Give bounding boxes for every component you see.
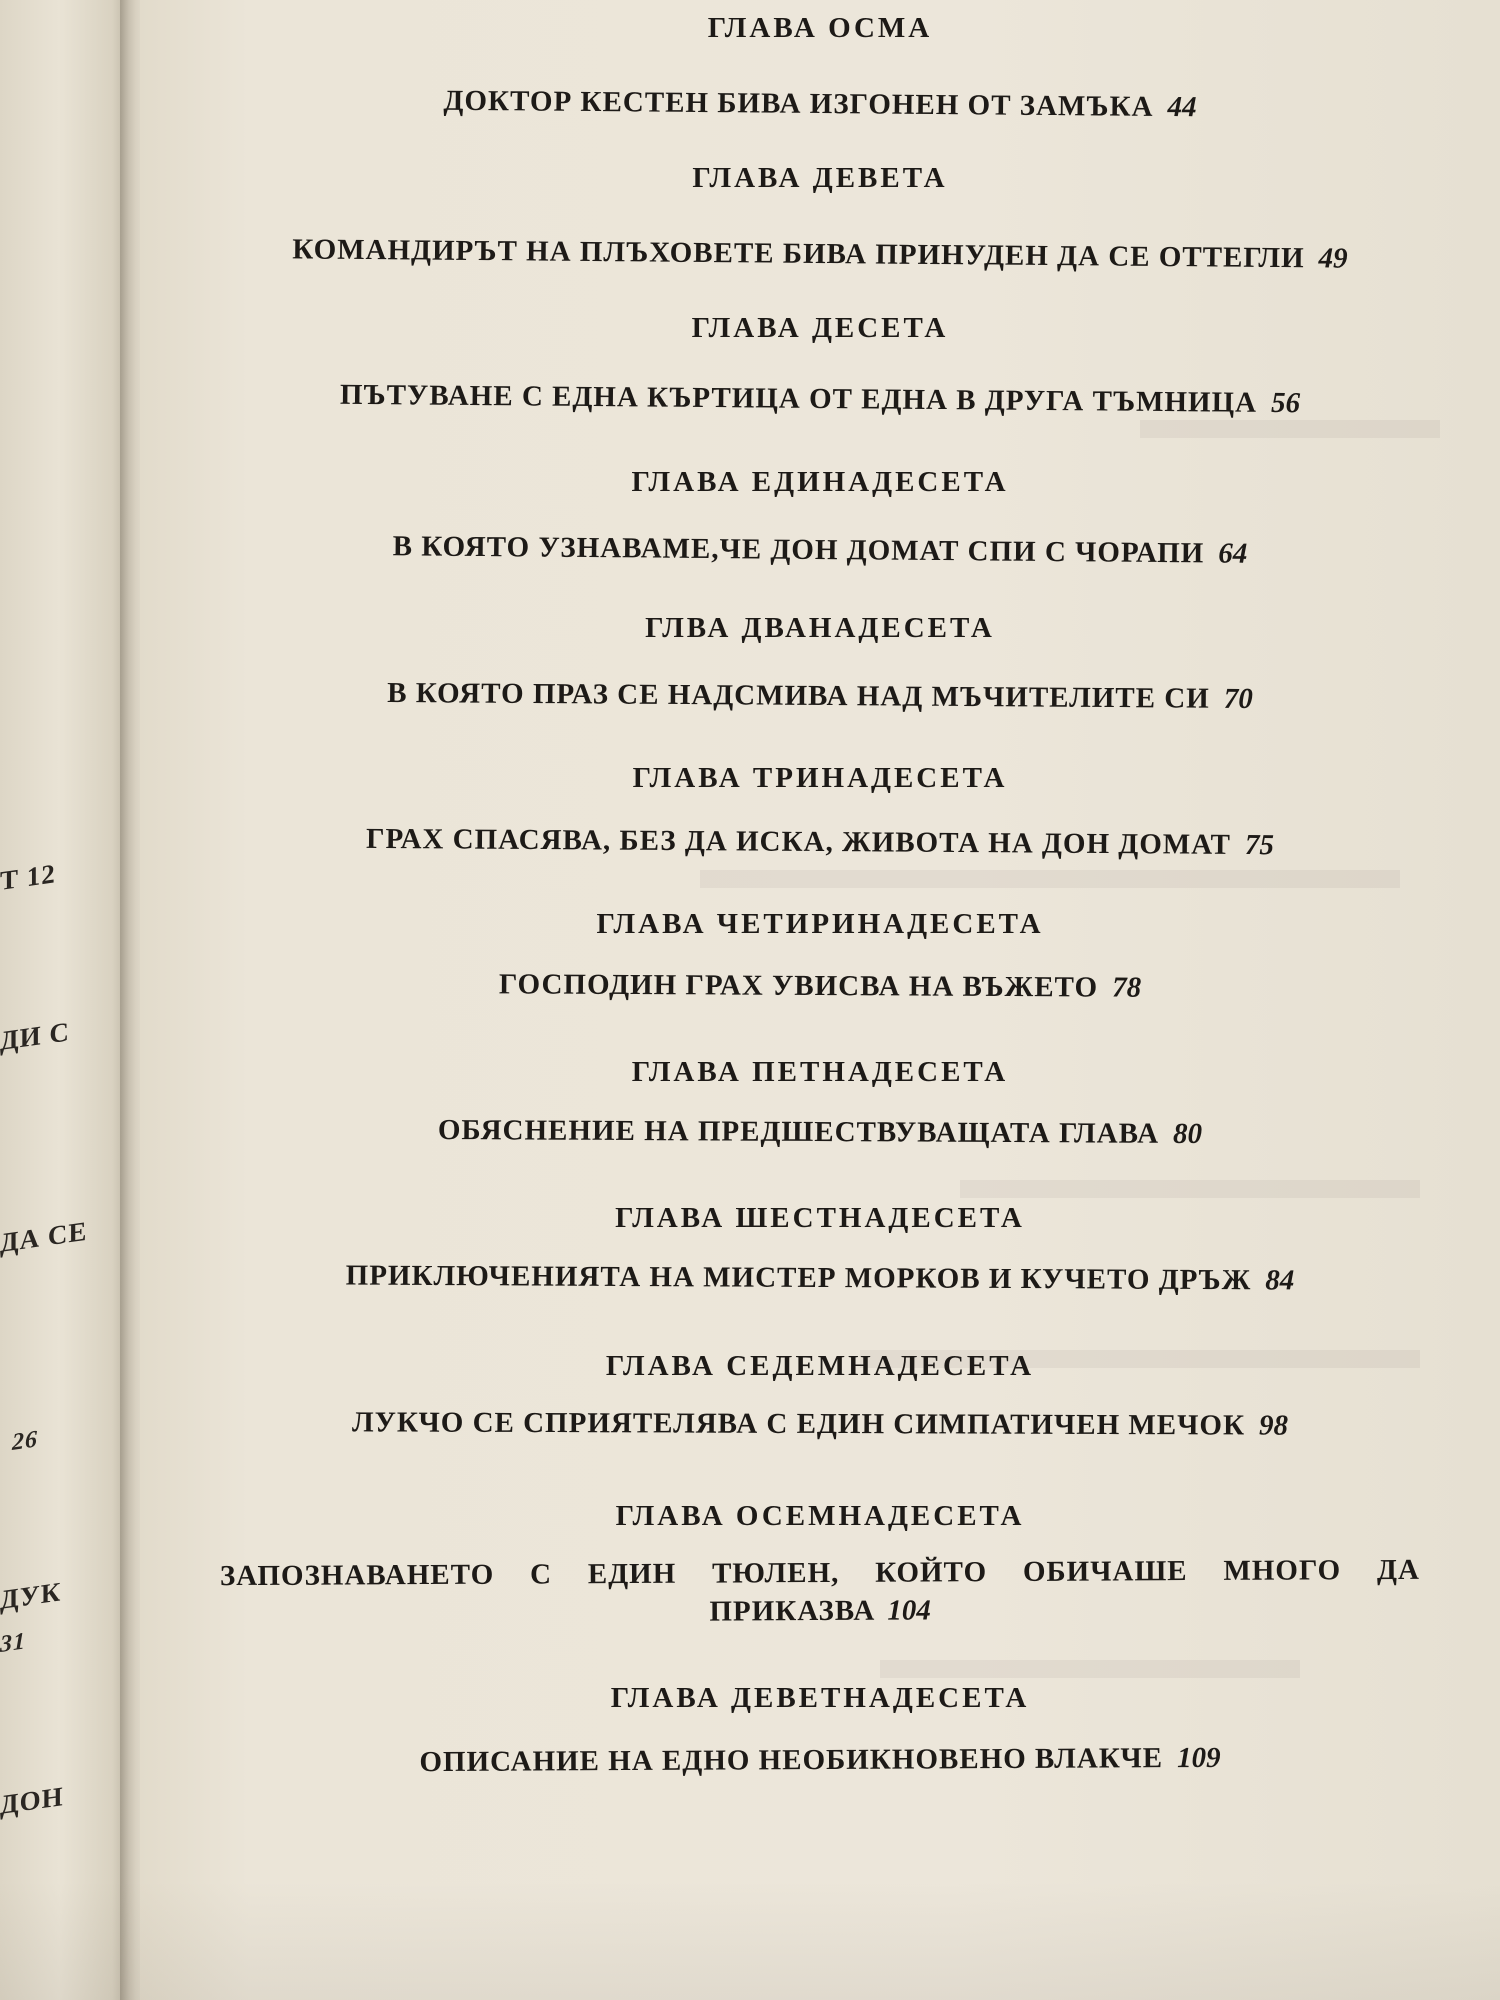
chapter-title: В КОЯТО ПРАЗ СЕ НАДСМИВА НАД МЪЧИТЕЛИТЕ СИ bbox=[387, 676, 1210, 715]
left-page-fragment: 31 bbox=[0, 1628, 26, 1658]
chapter-page-number: 98 bbox=[1258, 1409, 1289, 1442]
chapter-title: ГРАХ СПАСЯВА, БЕЗ ДА ИСКА, ЖИВОТА НА ДОН ДОМАТ bbox=[365, 822, 1232, 861]
chapter-title-line bbox=[140, 1258, 1500, 1298]
chapter-heading: ГЛАВА ТРИНАДЕСЕТА bbox=[632, 762, 1008, 794]
right-page bbox=[140, 0, 1500, 2000]
table-of-contents bbox=[140, 0, 1500, 2000]
chapter-title-line-2 bbox=[220, 1589, 1420, 1633]
chapter-page-number: 84 bbox=[1265, 1264, 1295, 1297]
left-page-fragment: ДУК bbox=[0, 1576, 62, 1615]
chapter-title-line-1: ЗАПОЗНАВАНЕТО С ЕДИН ТЮЛЕН, КОЙТО ОБИЧАШЕ МНОГО ДА bbox=[219, 1553, 1420, 1593]
left-page-fragment: ДИ С bbox=[0, 1016, 70, 1056]
chapter-title-line bbox=[140, 966, 1500, 1006]
chapter-title: ГОСПОДИН ГРАХ УВИСВА НА ВЪЖЕТО bbox=[498, 968, 1099, 1004]
chapter-heading: ГЛАВА ЧЕТИРИНАДЕСЕТА bbox=[596, 908, 1044, 940]
chapter-heading: ГЛАВА ДЕВЕТНАДЕСЕТА bbox=[610, 1682, 1030, 1714]
chapter-heading: ГЛАВА ШЕСТНАДЕСЕТА bbox=[615, 1202, 1025, 1234]
chapter-title-line bbox=[140, 675, 1500, 717]
chapter-title: ОПИСАНИЕ НА ЕДНО НЕОБИКНОВЕНО ВЛАКЧЕ bbox=[419, 1742, 1164, 1779]
chapter-page-number: 64 bbox=[1218, 537, 1248, 570]
chapter-page-number: 56 bbox=[1270, 386, 1301, 420]
chapter-title-line-2-text: ПРИКАЗВА bbox=[709, 1594, 876, 1628]
left-page-fragment: 26 bbox=[12, 1426, 38, 1456]
chapter-title-line bbox=[140, 1112, 1500, 1152]
chapter-heading: ГЛАВА ДЕВЕТА bbox=[692, 162, 948, 194]
chapter-title-line bbox=[140, 1406, 1500, 1444]
chapter-title-wrapped bbox=[220, 1551, 1420, 1633]
chapter-heading: ГЛАВА СЕДЕМНАДЕСЕТА bbox=[605, 1350, 1035, 1382]
chapter-heading: ГЛАВА ПЕТНАДЕСЕТА bbox=[631, 1056, 1009, 1088]
chapter-title: В КОЯТО УЗНАВАМЕ,ЧЕ ДОН ДОМАТ СПИ С ЧОРАПИ bbox=[392, 530, 1205, 570]
chapter-page-number: 104 bbox=[887, 1594, 931, 1627]
chapter-title-line bbox=[140, 377, 1500, 422]
chapter-title: КОМАНДИРЪТ НА ПЛЪХОВЕТЕ БИВА ПРИНУДЕН ДА СЕ ОТТЕГЛИ bbox=[292, 233, 1305, 275]
chapter-title: ОБЯСНЕНИЕ НА ПРЕДШЕСТВУВАЩАТА ГЛАВА bbox=[437, 1113, 1160, 1150]
chapter-page-number: 109 bbox=[1176, 1741, 1221, 1775]
chapter-heading: ГЛВА ДВАНАДЕСЕТА bbox=[645, 612, 995, 644]
chapter-title-line bbox=[140, 1740, 1500, 1780]
chapter-page-number: 70 bbox=[1223, 682, 1253, 716]
chapter-title-line bbox=[140, 82, 1500, 127]
left-page bbox=[0, 0, 132, 2000]
chapter-heading: ГЛАВА ОСЕМНАДЕСЕТА bbox=[615, 1500, 1025, 1532]
chapter-heading: ГЛАВА ЕДИНАДЕСЕТА bbox=[631, 466, 1009, 498]
chapter-title: ПРИКЛЮЧЕНИЯТА НА МИСТЕР МОРКОВ И КУЧЕТО ДРЪЖ bbox=[345, 1259, 1252, 1297]
chapter-title: ДОКТОР КЕСТЕН БИВА ИЗГОНЕН ОТ ЗАМЪКА bbox=[443, 84, 1154, 123]
chapter-heading: ГЛАВА ДЕСЕТА bbox=[691, 312, 949, 344]
chapter-title: ЛУКЧО СЕ СПРИЯТЕЛЯВА С ЕДИН СИМПАТИЧЕН МЕЧОК bbox=[351, 1406, 1246, 1442]
chapter-heading: ГЛАВА ОСМА bbox=[707, 12, 933, 44]
chapter-title-line bbox=[140, 821, 1500, 863]
left-page-fragment: ДА СЕ bbox=[0, 1215, 88, 1258]
chapter-page-number: 80 bbox=[1173, 1117, 1203, 1151]
left-page-fragment: Т 12 bbox=[0, 858, 56, 896]
left-page-fragment: ДОН bbox=[0, 1781, 64, 1820]
chapter-page-number: 49 bbox=[1318, 242, 1348, 275]
chapter-page-number: 78 bbox=[1112, 971, 1142, 1004]
chapter-title-line bbox=[140, 528, 1500, 573]
chapter-page-number: 44 bbox=[1167, 91, 1197, 124]
chapter-title-line bbox=[140, 232, 1500, 277]
chapter-title: ПЪТУВАНЕ С ЕДНА КЪРТИЦА ОТ ЕДНА В ДРУГА ТЪМНИЦА bbox=[339, 378, 1258, 419]
chapter-page-number: 75 bbox=[1244, 828, 1275, 862]
